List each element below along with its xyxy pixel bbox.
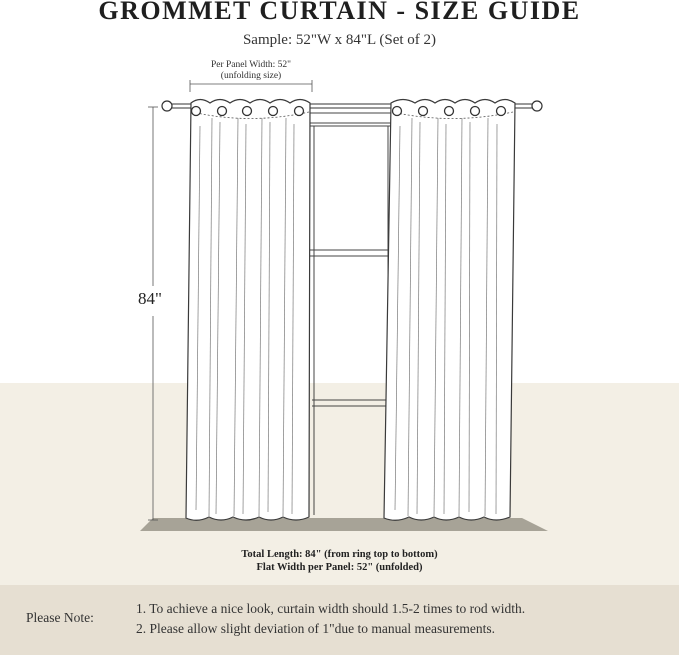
page-subtitle: Sample: 52"W x 84"L (Set of 2) xyxy=(242,32,437,48)
left-curtain-panel xyxy=(186,100,310,521)
page-title: GROMMET CURTAIN - SIZE GUIDE xyxy=(98,0,581,25)
window-frame xyxy=(310,113,392,515)
panel-width-text: Per Panel Width: 52" xyxy=(210,60,292,70)
totals-summary xyxy=(0,549,679,574)
panel-length-label: 84" xyxy=(138,289,162,308)
notes-label: Please Note: xyxy=(26,610,94,625)
note-item-2: 2. Please allow slight deviation of 1"due to manual measurements. xyxy=(136,621,496,636)
total-length-text: Total Length: 84" (from ring top to bottom) xyxy=(241,549,438,560)
width-dimension-line xyxy=(190,80,312,92)
panel-width-note: (unfolding size) xyxy=(220,70,282,81)
notes-list xyxy=(136,599,525,639)
flat-width-text: Flat Width per Panel: 52" (unfolded) xyxy=(256,561,423,573)
rod-finial-left xyxy=(162,101,172,111)
note-item-1: 1. To achieve a nice look, curtain width should 1.5-2 times to rod width. xyxy=(136,601,526,616)
rod-finial-right xyxy=(532,101,542,111)
panel-width-label xyxy=(190,60,312,81)
right-curtain-panel xyxy=(384,100,515,521)
length-dimension-line xyxy=(148,107,158,520)
